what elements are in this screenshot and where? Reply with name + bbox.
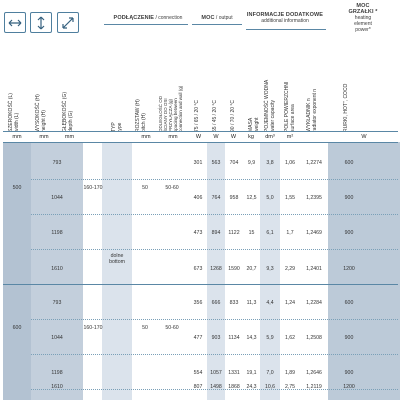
row-divider <box>31 389 398 390</box>
cell-heater: 1200 <box>343 384 355 390</box>
cell-n: 1,2469 <box>306 230 322 236</box>
cell-cap: 3,8 <box>266 160 274 166</box>
width-column-shade <box>3 142 31 400</box>
cell-h: 1610 <box>51 266 63 272</box>
row-divider <box>31 354 398 355</box>
row-divider <box>31 249 398 250</box>
cell-t3: 1331 <box>228 370 240 376</box>
cell-h: 793 <box>52 300 62 306</box>
cell-h: 793 <box>52 160 62 166</box>
cell-heater: 600 <box>344 300 354 306</box>
cell-n: 1,2646 <box>306 370 322 376</box>
cell-t1: 673 <box>193 266 203 272</box>
cell-heater: 900 <box>344 195 354 201</box>
type-column-shade <box>102 142 132 400</box>
connection-group-rule <box>104 24 188 25</box>
heater-column-header: RURKI, HOT", COCO <box>343 83 349 132</box>
capacity-column-header: POJEMNOŚĆ WODNA water capacity <box>264 79 276 132</box>
unit-cell: mm <box>141 134 151 140</box>
height-arrows-icon <box>30 12 52 33</box>
unit-cell: W <box>361 134 367 140</box>
cell-mass: 19,1 <box>246 370 257 376</box>
cell-t1: 406 <box>193 195 203 201</box>
power-group-header <box>190 15 244 21</box>
cell-mass: 14,3 <box>246 335 257 341</box>
cell-heater: 900 <box>344 230 354 236</box>
cell-cap: 4,4 <box>266 300 274 306</box>
cell-surf: 1,06 <box>284 160 296 166</box>
unit-cell: W <box>195 134 202 140</box>
depth-a-cell: 160-170 <box>83 185 103 191</box>
unit-cell: mm <box>12 134 22 140</box>
power-group-rule <box>192 24 242 25</box>
cell-surf: 2,29 <box>284 266 296 272</box>
cell-cap: 9,3 <box>266 266 274 272</box>
mass-column-header: MASA weight <box>248 117 260 132</box>
cell-cap: 6,1 <box>266 230 274 236</box>
heater-group-line-5: power* <box>355 27 371 33</box>
t2-column-header: 55 / 45 / 20 °C <box>212 99 218 132</box>
cell-h: 1044 <box>51 335 63 341</box>
cell-t2: 666 <box>211 300 221 306</box>
cell-h: 1198 <box>51 370 63 376</box>
cell-surf: 1,24 <box>284 300 296 306</box>
info-group-label-en: additional information <box>261 18 309 24</box>
row-divider <box>31 179 398 180</box>
type-column-header: TYP type <box>111 122 123 132</box>
width-600-cell: 600 <box>12 325 22 331</box>
power-group-label-en: / output <box>215 15 233 21</box>
connection-group-label-en: / connection <box>155 15 183 21</box>
unit-cell: mm <box>168 134 178 140</box>
heater-group-line-4: element <box>354 21 372 27</box>
unit-cell: m² <box>286 134 294 140</box>
width-500-cell: 500 <box>12 185 22 191</box>
exponent-column-header: WYKŁADNIK n radiator exponent n <box>306 88 318 132</box>
cell-t2: 1057 <box>210 370 222 376</box>
height-column-header: WYSOKOŚĆ (H) height (H) <box>35 94 47 132</box>
cell-surf: 1,89 <box>284 370 296 376</box>
cell-mass: 12,5 <box>246 195 257 201</box>
cell-cap: 5,9 <box>266 335 274 341</box>
cell-mass: 9,9 <box>247 160 256 166</box>
cell-t2: 563 <box>211 160 221 166</box>
cell-n: 1,2395 <box>306 195 322 201</box>
cell-t1: 554 <box>193 370 203 376</box>
distance-column-header: ODLEGŁOŚĆ OD ŚCIANY DO OSI PRZYŁĄCZA (g) spacing between connection and wall (g) <box>158 85 183 132</box>
depth-arrows-icon <box>57 12 79 33</box>
cell-mass: 20,7 <box>246 266 257 272</box>
cell-surf: 1,55 <box>284 195 296 201</box>
cell-surf: 2,75 <box>284 384 296 390</box>
cell-n: 1,2274 <box>306 160 322 166</box>
cell-t2: 764 <box>211 195 221 201</box>
unit-cell: W <box>213 134 219 140</box>
cell-n: 1,2119 <box>306 384 322 390</box>
info-group-label: INFORMACJE DODATKOWE <box>246 12 324 18</box>
cell-cap: 5,0 <box>266 195 274 201</box>
cell-heater: 900 <box>344 335 354 341</box>
cell-mass: 11,3 <box>246 300 257 306</box>
width-column-header: SZEROKOŚĆ (L) width (L) <box>8 93 20 132</box>
cell-surf: 1,7 <box>286 230 294 236</box>
distance-a-cell: 50-60 <box>165 185 179 191</box>
units-top-rule <box>3 131 398 132</box>
connection-group-header <box>102 15 194 21</box>
spacing-column-header: ROZSTAW (H) pitch (H) <box>135 99 147 132</box>
cell-t1: 356 <box>193 300 203 306</box>
cell-t2: 1498 <box>210 384 222 390</box>
row-divider <box>31 319 398 320</box>
cell-t2: 894 <box>211 230 221 236</box>
t3-column-header: 90 / 70 / 20 °C <box>230 99 236 132</box>
unit-cell: dm³ <box>265 134 275 140</box>
cell-t3: 1590 <box>228 266 240 272</box>
cell-t3: 704 <box>229 160 239 166</box>
unit-cell: kg <box>248 134 254 140</box>
t1-column-header: 75 / 65 / 20 °C <box>194 99 200 132</box>
cell-h: 1198 <box>51 230 63 236</box>
cell-h: 1610 <box>51 384 63 390</box>
power-group-label: MOC <box>201 15 215 21</box>
cell-t1: 473 <box>193 230 203 236</box>
cell-mass: 15 <box>248 230 255 236</box>
cell-t3: 833 <box>229 300 239 306</box>
cell-t2: 903 <box>211 335 221 341</box>
cell-surf: 1,62 <box>284 335 296 341</box>
info-group-header <box>242 12 328 24</box>
depth-column-header: GŁĘBOKOŚĆ (G) depth (G) <box>62 91 74 132</box>
width-arrows-icon <box>4 12 26 33</box>
info-group-rule <box>246 29 326 30</box>
heater-group-line-2: GRZAŁKI * <box>348 9 378 15</box>
cell-n: 1,2401 <box>306 266 322 272</box>
cell-heater: 900 <box>344 370 354 376</box>
depth-b-cell: 160-170 <box>83 325 103 331</box>
cell-h: 1044 <box>51 195 63 201</box>
cell-n: 1,2508 <box>306 335 322 341</box>
cell-heater: 600 <box>344 160 354 166</box>
cell-n: 1,2284 <box>306 300 322 306</box>
cell-t1: 477 <box>193 335 203 341</box>
cell-t1: 807 <box>193 384 203 390</box>
units-bottom-rule <box>3 142 398 143</box>
cell-t3: 1134 <box>228 335 240 341</box>
unit-cell: W <box>230 134 237 140</box>
unit-cell: mm <box>64 134 75 140</box>
cell-t3: 1122 <box>228 230 240 236</box>
cell-heater: 1200 <box>343 266 355 272</box>
cell-t2: 1268 <box>210 266 222 272</box>
distance-b-cell: 50-60 <box>165 325 179 331</box>
cell-t3: 958 <box>229 195 239 201</box>
heater-group-line-3: heating <box>354 15 372 21</box>
cell-cap: 7,0 <box>266 370 274 376</box>
cell-t1: 301 <box>193 160 203 166</box>
surface-column-header: POLE POWIERZCHNI surface area <box>284 81 296 132</box>
row-divider <box>3 284 398 285</box>
row-divider <box>31 214 398 215</box>
spacing-b-cell: 50 <box>142 325 148 331</box>
cell-t3: 1868 <box>228 384 240 390</box>
cell-mass: 24,3 <box>246 384 257 390</box>
connection-group-label: PODŁĄCZENIE <box>113 15 155 21</box>
heater-group-header <box>330 3 396 33</box>
cell-cap: 10,6 <box>264 384 276 390</box>
spacing-a-cell: 50 <box>142 185 148 191</box>
type-cell: dolne bottom <box>109 253 125 265</box>
heater-group-line-1: MOC <box>356 3 370 9</box>
unit-cell: mm <box>39 134 49 140</box>
